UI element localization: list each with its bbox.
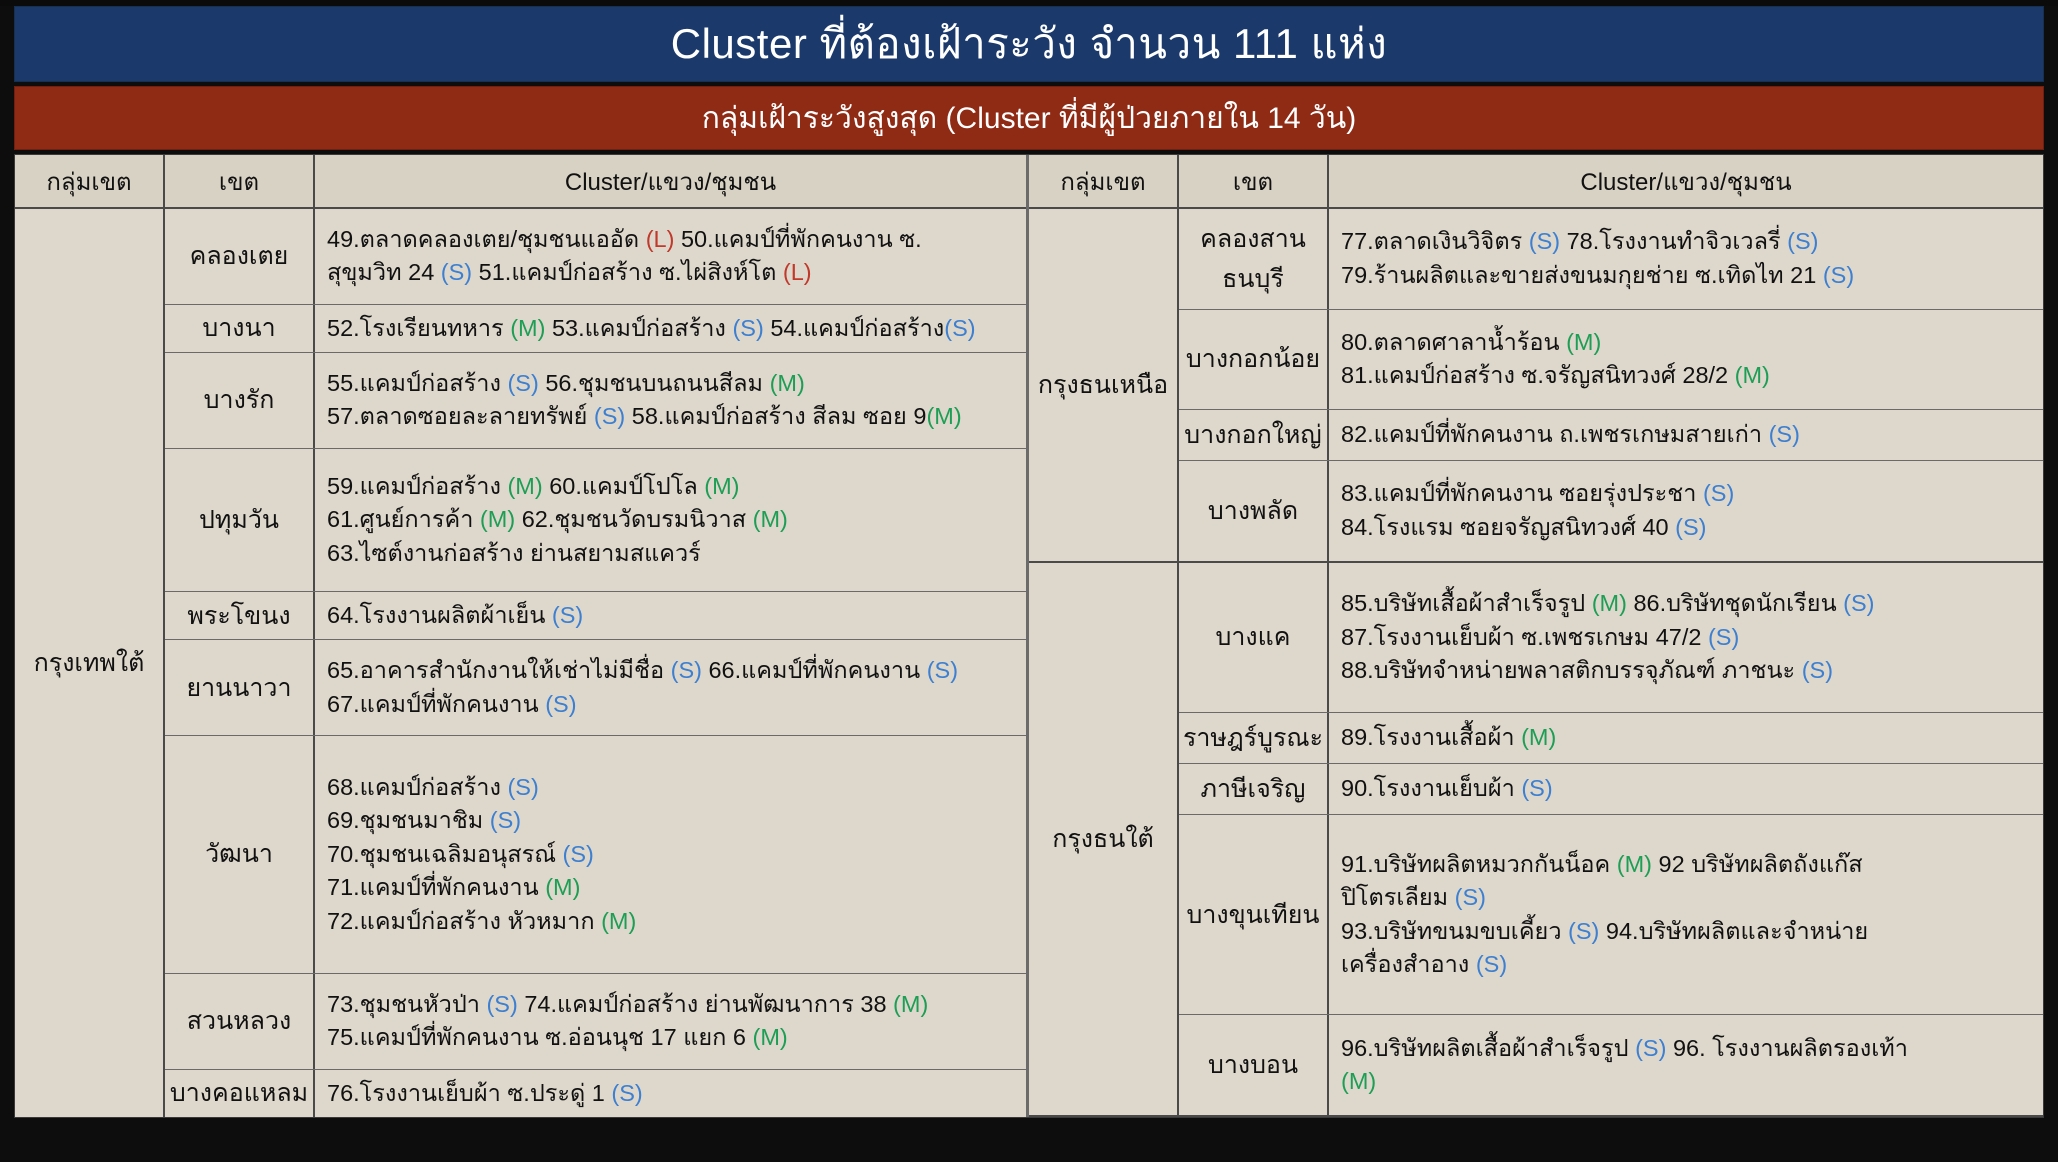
item-number: 58. xyxy=(631,403,665,430)
item-number: 40 xyxy=(1642,513,1676,540)
item-number: 9 xyxy=(913,403,927,430)
severity-tag: (S) xyxy=(545,690,577,717)
cluster-line: 68.แคมป์ก่อสร้าง (S) xyxy=(327,774,539,801)
item-number: 50. xyxy=(680,226,714,252)
severity-tag: (M) xyxy=(510,314,546,341)
severity-tag: (S) xyxy=(926,657,959,684)
item-number: 64. xyxy=(327,601,360,628)
severity-tag: (S) xyxy=(593,403,626,430)
cluster-line: 80.ตลาดศาลาน้ำร้อน (M) xyxy=(1341,329,1602,356)
severity-tag: (M) xyxy=(1616,850,1652,877)
district-rows-left xyxy=(165,209,1026,1117)
header-district-left: เขต xyxy=(165,155,315,207)
item-number: 77. xyxy=(1341,228,1374,255)
table-row xyxy=(165,305,1026,353)
item-number: 57. xyxy=(327,403,360,430)
item-number: 73. xyxy=(327,990,360,1017)
page-title xyxy=(14,6,2044,82)
severity-tag: (S) xyxy=(1635,1034,1667,1061)
severity-tag: (S) xyxy=(1675,513,1707,540)
district-cell: ยานนาวา xyxy=(165,640,315,735)
table-body-right xyxy=(1029,209,2043,1117)
table-header-left xyxy=(15,155,1026,209)
cluster-line: 87.โรงงานเย็บผ้า ซ.เพชรเกษม 47/2 (S) xyxy=(1341,623,1740,650)
cluster-line: ปิโตรเลียม (S) xyxy=(1341,884,1486,911)
district-cell: คลองเตย xyxy=(165,209,315,304)
cluster-line: 75.แคมป์ที่พักคนงาน ซ.อ่อนนุช 17 แยก 6 (M) xyxy=(327,1024,788,1051)
table-row xyxy=(165,736,1026,974)
severity-tag: (S) xyxy=(1843,590,1875,617)
cluster-line: 79.ร้านผลิตและขายส่งขนมกุยช่าย ซ.เทิดไท 21 (S) xyxy=(1341,261,1855,288)
item-number: 80. xyxy=(1341,329,1374,356)
item-number: 75. xyxy=(327,1024,360,1051)
table-row xyxy=(165,1070,1026,1117)
district-cell: บางพลัด xyxy=(1179,461,1329,561)
district-cell: ปทุมวัน xyxy=(165,449,315,591)
item-number: 82. xyxy=(1341,421,1374,448)
item-number: 88. xyxy=(1341,657,1374,684)
cluster-line: 89.โรงงานเสื้อผ้า (M) xyxy=(1341,724,1557,751)
district-cell: สวนหลวง xyxy=(165,974,315,1069)
cluster-line: 69.ชุมชนมาชิม (S) xyxy=(327,807,522,834)
cluster-line: 57.ตลาดซอยละลายทรัพย์ (S) 58.แคมป์ก่อสร้าง สีลม ซอย 9(M) xyxy=(327,403,962,430)
severity-tag: (S) xyxy=(1521,775,1553,802)
district-cell: บางรัก xyxy=(165,353,315,448)
item-number: 92 xyxy=(1658,850,1692,877)
severity-tag: (M) xyxy=(704,472,740,499)
cluster-line: 73.ชุมชนหัวป่า (S) 74.แคมป์ก่อสร้าง ย่านพัฒนาการ 38 (M) xyxy=(327,990,929,1017)
item-number: 2 xyxy=(1688,623,1708,650)
cluster-line: 65.อาคารสำนักงานให้เช่าไม่มีชื่อ (S) 66.แคมป์ที่พักคนงาน (S) xyxy=(327,657,959,684)
cluster-line xyxy=(1341,1065,2033,1098)
item-number: 47 xyxy=(1655,623,1682,650)
group-column-right xyxy=(1029,209,1179,561)
severity-tag: (S) xyxy=(1454,884,1486,911)
item-number: 63. xyxy=(327,539,360,566)
cluster-line: 67.แคมป์ที่พักคนงาน (S) xyxy=(327,690,577,717)
district-cell: บางกอกใหญ่ xyxy=(1179,410,1329,460)
severity-tag: (S) xyxy=(440,259,473,286)
cluster-line: 77.ตลาดเงินวิจิตร (S) 78.โรงงานทำจิวเวลรี่ (S) xyxy=(1341,228,1819,255)
severity-tag: (M) xyxy=(1591,590,1627,617)
table-row xyxy=(165,449,1026,592)
group-column-right xyxy=(1029,563,1179,1115)
severity-tag: (S) xyxy=(1568,917,1600,944)
cluster-line: 52.โรงเรียนทหาร (M) 53.แคมป์ก่อสร้าง (S) 54.แคมป์ก่อสร้าง(S) xyxy=(327,314,976,341)
item-number: 24 xyxy=(408,259,441,286)
cluster-line: 96.บริษัทผลิตเสื้อผ้าสำเร็จรูป (S) 96. โรงงานผลิตรองเท้า xyxy=(1341,1034,1908,1061)
district-cell: ภาษีเจริญ xyxy=(1179,764,1329,814)
item-number: 38 xyxy=(860,990,894,1017)
subtitle-bar xyxy=(14,86,2044,150)
severity-tag: (S) xyxy=(1787,228,1819,255)
table-row xyxy=(165,592,1026,640)
table-row xyxy=(1179,209,2043,310)
item-number: 74. xyxy=(524,990,557,1017)
severity-tag: (M) xyxy=(893,990,929,1017)
cluster-line: 59.แคมป์ก่อสร้าง (M) 60.แคมป์โปโล (M) xyxy=(327,472,740,499)
severity-tag: (S) xyxy=(551,601,584,628)
cluster-line: สุขุมวิท 24 (S) 51.แคมป์ก่อสร้าง ซ.ไผ่สิงห์โต (L) xyxy=(327,259,812,286)
district-cell: บางแค xyxy=(1179,563,1329,713)
bottom-strip xyxy=(0,1140,2058,1162)
district-cell: บางคอแหลม xyxy=(165,1070,315,1117)
item-number: 89. xyxy=(1341,724,1374,751)
cluster-cell xyxy=(315,353,1026,448)
group-cell: กรุงธนใต้ xyxy=(1052,824,1154,853)
item-number: 60. xyxy=(549,472,582,499)
table-right-panel xyxy=(1029,155,2043,1117)
item-number: 76. xyxy=(327,1079,360,1106)
item-number: 79. xyxy=(1341,261,1374,288)
severity-tag: (M) xyxy=(1734,362,1770,389)
severity-tag: (L) xyxy=(645,226,675,252)
cluster-cell xyxy=(315,449,1026,591)
cluster-line: 81.แคมป์ก่อสร้าง ซ.จรัญสนิทวงศ์ 28/2 (M) xyxy=(1341,362,1770,389)
severity-tag: (S) xyxy=(732,314,764,341)
severity-tag: (M) xyxy=(752,506,788,533)
left-edge xyxy=(0,6,14,1162)
severity-tag: (M) xyxy=(507,472,543,499)
cluster-line: 83.แคมป์ที่พักคนงาน ซอยรุ่งประชา (S) xyxy=(1341,480,1735,507)
district-cell: บางขุนเทียน xyxy=(1179,815,1329,1014)
table-row xyxy=(1179,310,2043,411)
cluster-cell xyxy=(315,1070,1026,1117)
table-row xyxy=(1179,563,2043,714)
cluster-line: 76.โรงงานเย็บผ้า ซ.ประดู่ 1 (S) xyxy=(327,1079,643,1106)
table-row xyxy=(165,640,1026,736)
item-number: 84. xyxy=(1341,513,1374,540)
cluster-cell xyxy=(1329,713,2043,763)
cluster-line: เครื่องสำอาง (S) xyxy=(1341,950,1508,977)
district-rows-right xyxy=(1179,209,2043,561)
item-number: 21 xyxy=(1790,261,1823,288)
item-number: 65. xyxy=(327,657,360,684)
header-group-right: กลุ่มเขต xyxy=(1029,155,1179,207)
severity-tag: (S) xyxy=(1475,950,1508,977)
header-district-right: เขต xyxy=(1179,155,1329,207)
severity-tag: (M) xyxy=(601,907,637,934)
item-number: 72. xyxy=(327,907,360,934)
item-number: 83. xyxy=(1341,480,1374,507)
district-cell: คลองสาน ธนบุรี xyxy=(1179,209,1329,309)
severity-tag: (S) xyxy=(1702,480,1735,507)
item-number: 28 xyxy=(1682,362,1709,389)
item-number: 54. xyxy=(770,314,803,341)
item-number: 56. xyxy=(545,370,578,397)
table-body-left xyxy=(15,209,1026,1117)
severity-tag: (S) xyxy=(944,314,976,341)
table-row xyxy=(165,209,1026,305)
severity-tag: (S) xyxy=(611,1079,643,1106)
table-left-panel xyxy=(15,155,1029,1117)
item-number: 49. xyxy=(327,226,360,252)
cluster-cell xyxy=(1329,410,2043,460)
item-number: 94. xyxy=(1605,917,1639,944)
cluster-line: 90.โรงงานเย็บผ้า (S) xyxy=(1341,775,1553,802)
item-number: 96. xyxy=(1341,1034,1374,1061)
item-number: 91. xyxy=(1341,850,1374,877)
severity-tag: (M) xyxy=(1341,1068,1377,1095)
item-number: 87. xyxy=(1341,623,1374,650)
cluster-line: 85.บริษัทเสื้อผ้าสำเร็จรูป (M) 86.บริษัทชุดนักเรียน (S) xyxy=(1341,590,1875,617)
item-number: 96. xyxy=(1672,1034,1706,1061)
group-block xyxy=(1029,209,2043,563)
item-number: 70. xyxy=(327,840,360,867)
district-cell: บางนา xyxy=(165,305,315,352)
item-number: 61. xyxy=(327,506,360,533)
item-number: 59. xyxy=(327,472,360,499)
severity-tag: (M) xyxy=(752,1024,788,1051)
item-number: 90. xyxy=(1341,775,1374,802)
cluster-line: 61.ศูนย์การค้า (M) 62.ชุมชนวัดบรมนิวาส (M) xyxy=(327,506,788,533)
item-number: 55. xyxy=(327,370,360,397)
header-group-left: กลุ่มเขต xyxy=(15,155,165,207)
item-number: 93. xyxy=(1341,917,1374,944)
item-number: 1 xyxy=(591,1079,612,1106)
table-row xyxy=(1179,1015,2043,1115)
cluster-cell xyxy=(1329,1015,2043,1115)
item-number: 51. xyxy=(478,259,512,286)
slide-root xyxy=(0,6,2058,1162)
table-row xyxy=(1179,764,2043,815)
severity-tag: (S) xyxy=(1801,657,1834,684)
severity-tag: (M) xyxy=(1566,329,1602,356)
item-number: 62. xyxy=(521,506,555,533)
cluster-cell xyxy=(1329,209,2043,309)
severity-tag: (S) xyxy=(1528,228,1561,255)
table-row xyxy=(1179,410,2043,461)
cluster-line: 55.แคมป์ก่อสร้าง (S) 56.ชุมชนบนถนนสีลม (M) xyxy=(327,370,805,397)
severity-tag: (S) xyxy=(1768,421,1800,448)
cluster-cell xyxy=(315,640,1026,735)
cluster-cell xyxy=(1329,461,2043,561)
group-cell-bangkok-tai: กรุงเทพใต้ xyxy=(33,649,145,677)
cluster-line: 84.โรงแรม ซอยจรัญสนิทวงศ์ 40 (S) xyxy=(1341,513,1707,540)
severity-tag: (S) xyxy=(1822,261,1855,288)
cluster-line: 63.ไซต์งานก่อสร้าง ย่านสยามสแควร์ xyxy=(327,539,701,566)
item-number: 69. xyxy=(327,807,360,834)
table-header-right xyxy=(1029,155,2043,209)
district-cell: บางกอกน้อย xyxy=(1179,310,1329,410)
table-row xyxy=(165,353,1026,449)
district-cell: ราษฎร์บูรณะ xyxy=(1179,713,1329,763)
cluster-line: 91.บริษัทผลิตหมวกกันน็อค (M) 92 บริษัทผลิตถังแก๊ส xyxy=(1341,850,1863,877)
table-row xyxy=(165,974,1026,1070)
item-number: 68. xyxy=(327,774,360,801)
severity-tag: (S) xyxy=(670,657,702,684)
cluster-cell xyxy=(1329,764,2043,814)
table-row xyxy=(1179,461,2043,561)
district-cell: พระโขนง xyxy=(165,592,315,639)
severity-tag: (M) xyxy=(769,370,805,397)
district-cell: บางบอน xyxy=(1179,1015,1329,1115)
item-number: 2 xyxy=(1715,362,1735,389)
cluster-line: 49.ตลาดคลองเตย/ชุมชนแออัด (L) 50.แคมป์ที่พักคนงาน ซ. xyxy=(327,226,922,252)
item-number: 52. xyxy=(327,314,360,341)
item-number: 78. xyxy=(1566,228,1600,255)
page-title-text: Cluster ที่ต้องเฝ้าระวัง จำนวน 111 แห่ง xyxy=(670,20,1388,67)
group-cell: กรุงธนเหนือ xyxy=(1037,370,1169,399)
item-number: 53. xyxy=(551,314,585,341)
severity-tag: (S) xyxy=(507,370,539,397)
severity-tag: (M) xyxy=(479,506,516,533)
table-row xyxy=(1179,713,2043,764)
item-number: 17 xyxy=(650,1024,684,1051)
item-number: 85. xyxy=(1341,590,1374,617)
cluster-cell xyxy=(1329,310,2043,410)
cluster-cell xyxy=(315,736,1026,973)
severity-tag: (S) xyxy=(489,807,522,834)
item-number: 66. xyxy=(708,657,742,684)
item-number: 67. xyxy=(327,690,360,717)
cluster-cell xyxy=(315,974,1026,1069)
header-cluster-left: Cluster/แขวง/ชุมชน xyxy=(564,168,777,196)
item-number: 6 xyxy=(732,1024,753,1051)
subtitle-text: กลุ่มเฝ้าระวังสูงสุด (Cluster ที่มีผู้ป่วยภายใน 14 วัน) xyxy=(701,101,1357,135)
cluster-line: 70.ชุมชนเฉลิมอนุสรณ์ (S) xyxy=(327,840,594,867)
cluster-cell xyxy=(315,209,1026,304)
item-number: 71. xyxy=(327,874,360,901)
right-edge xyxy=(2044,6,2058,1162)
severity-tag: (L) xyxy=(782,259,812,286)
severity-tag: (S) xyxy=(562,840,594,867)
district-cell: วัฒนา xyxy=(165,736,315,973)
cluster-line: 82.แคมป์ที่พักคนงาน ถ.เพชรเกษมสายเก่า (S) xyxy=(1341,421,1800,448)
severity-tag: (S) xyxy=(486,990,518,1017)
group-column-left xyxy=(15,209,165,1117)
item-number: 81. xyxy=(1341,362,1374,389)
cluster-cell xyxy=(1329,563,2043,713)
cluster-cell xyxy=(315,305,1026,352)
group-block xyxy=(1029,563,2043,1117)
item-number: 86. xyxy=(1633,590,1667,617)
severity-tag: (S) xyxy=(507,774,539,801)
cluster-line: 93.บริษัทขนมขบเคี้ยว (S) 94.บริษัทผลิตและจำหน่าย xyxy=(1341,917,1869,944)
table-row xyxy=(1179,815,2043,1015)
cluster-line: 64.โรงงานผลิตผ้าเย็น (S) xyxy=(327,601,584,628)
cluster-cell xyxy=(1329,815,2043,1014)
cluster-line: 71.แคมป์ที่พักคนงาน (M) xyxy=(327,874,581,901)
cluster-line: 88.บริษัทจำหน่ายพลาสติกบรรจุภัณฑ์ ภาชนะ (S) xyxy=(1341,657,1834,684)
severity-tag: (M) xyxy=(926,403,962,430)
severity-tag: (S) xyxy=(1707,623,1740,650)
severity-tag: (M) xyxy=(1521,724,1557,751)
cluster-cell xyxy=(315,592,1026,639)
district-rows-right xyxy=(1179,563,2043,1115)
cluster-line: 72.แคมป์ก่อสร้าง หัวหมาก (M) xyxy=(327,907,637,934)
header-cluster-right: Cluster/แขวง/ชุมชน xyxy=(1580,168,1792,196)
cluster-table xyxy=(14,154,2044,1118)
severity-tag: (M) xyxy=(545,874,581,901)
